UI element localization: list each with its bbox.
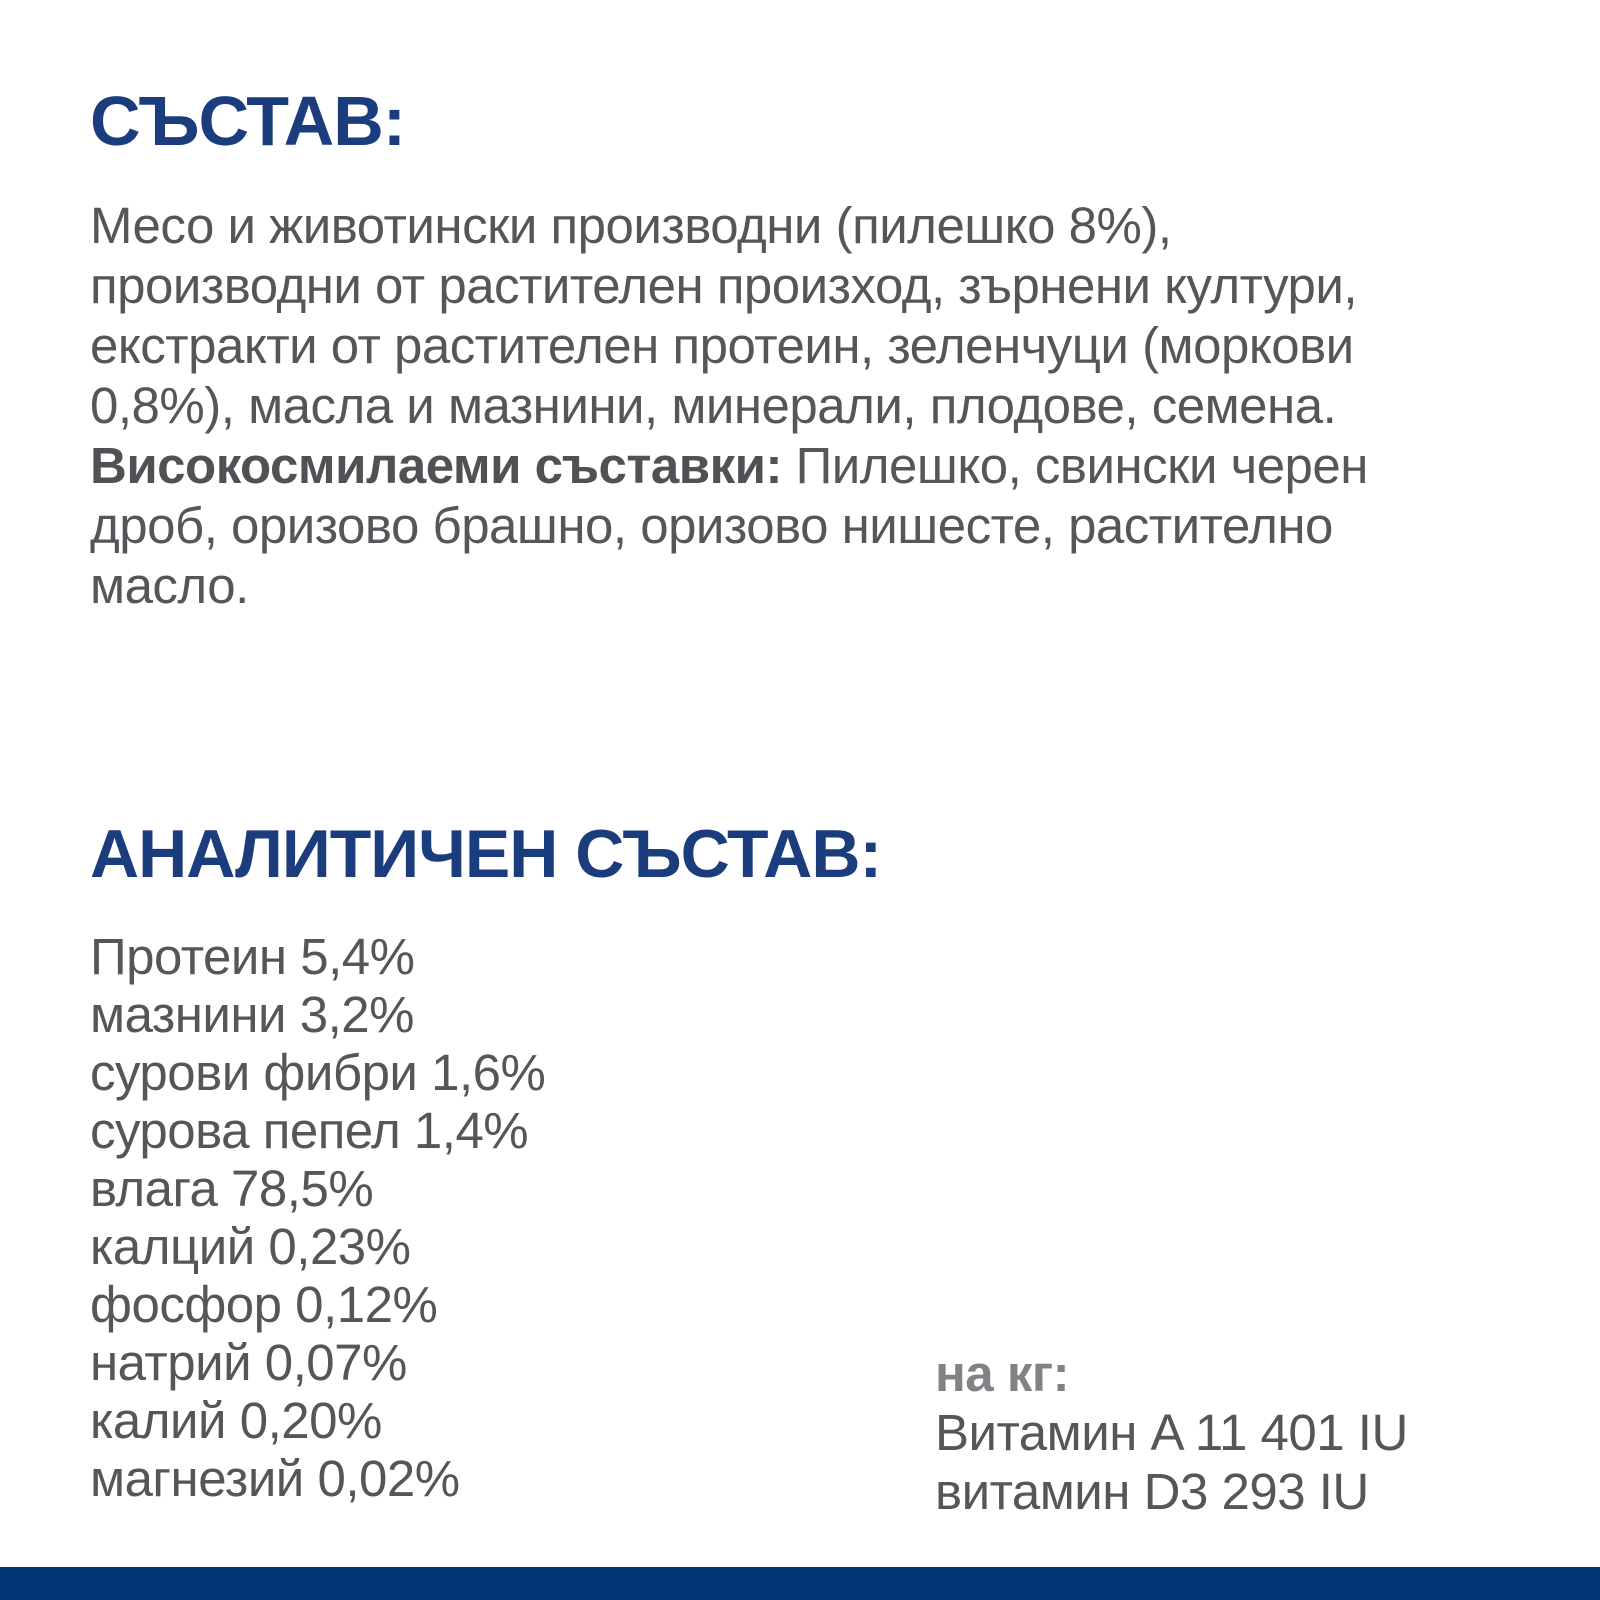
nutrient-line-protein: Протеин 5,4% [90,928,415,985]
composition-heading: СЪСТАВ: [90,82,406,160]
nutrient-line-magnesium: магнезий 0,02% [90,1450,460,1507]
analysis-heading: АНАЛИТИЧЕН СЪСТАВ: [90,816,882,892]
composition-line-7: масло. [90,557,249,614]
per-kg-block [935,1344,1408,1521]
composition-line-5 [90,436,1520,496]
composition-line-5-rest: Пилешко, свински черен [781,437,1368,494]
highly-digestible-label: Високосмилаеми съставки: [90,437,782,494]
composition-line-6: дроб, оризово брашно, оризово нишесте, растително [90,497,1333,554]
nutrient-line-moisture: влага 78,5% [90,1160,374,1217]
composition-line-4: 0,8%), масла и мазнини, минерали, плодове, семена. [90,377,1337,434]
composition-line-1: Месо и животински производни (пилешко 8%), [90,197,1172,254]
footer-bar [0,1567,1600,1600]
composition-line-2: производни от растителен произход, зърнени култури, [90,257,1358,314]
vitamin-a-line: Витамин A 11 401 IU [935,1404,1408,1461]
nutrient-line-ash: сурова пепел 1,4% [90,1102,529,1159]
nutrient-line-fat: мазнини 3,2% [90,986,414,1043]
nutrient-line-calcium: калций 0,23% [90,1218,411,1275]
nutrient-line-phosphorus: фосфор 0,12% [90,1276,438,1333]
nutrient-line-fibre: сурови фибри 1,6% [90,1044,546,1101]
vitamin-d3-line: витамин D3 293 IU [935,1463,1369,1520]
composition-line-3: екстракти от растителен протеин, зеленчуци (моркови [90,317,1354,374]
nutrient-line-sodium: натрий 0,07% [90,1334,407,1391]
per-kg-label: на кг: [935,1345,1070,1402]
nutrient-line-potassium: калий 0,20% [90,1392,382,1449]
composition-paragraph [90,196,1520,616]
nutrient-list [90,928,545,1508]
